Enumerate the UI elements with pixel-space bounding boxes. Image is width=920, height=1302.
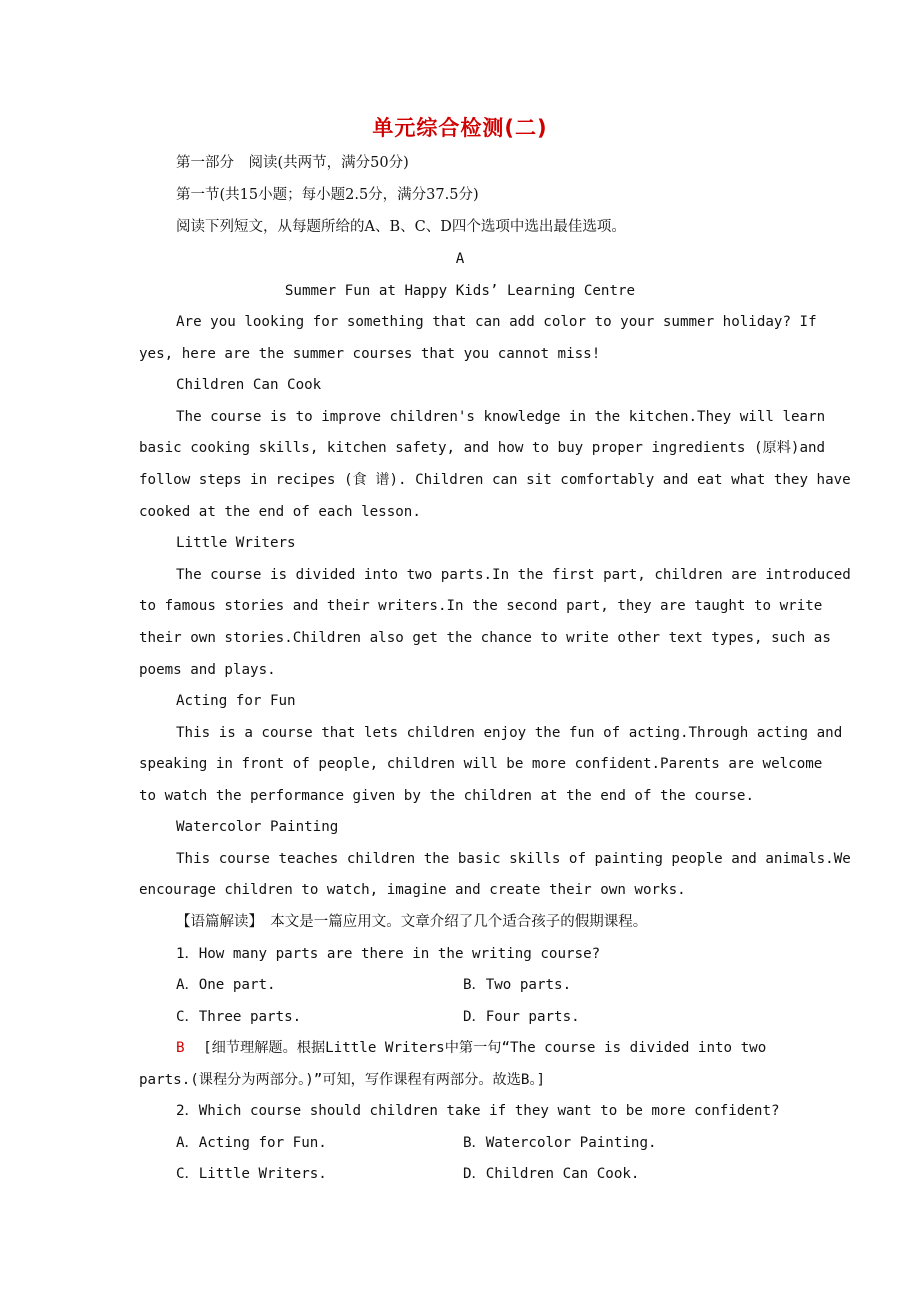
course-title: Watercolor Painting xyxy=(176,819,339,835)
question-stem: 1．How many parts are there in the writing course? xyxy=(176,946,601,962)
course-text-line: their own stories.Children also get the chance to write other text types, such as xyxy=(139,630,831,646)
course-text-line: speaking in front of people, children will be more confident.Parents are welcome xyxy=(139,756,823,772)
option-c: C．Three parts. xyxy=(176,1009,302,1025)
option-row xyxy=(176,975,736,995)
page-title: 单元综合检测(二) xyxy=(372,116,548,140)
explanation-line: parts.(课程分为两部分。)”可知，写作课程有两部分。故选B。] xyxy=(139,1072,546,1088)
option-d: D．Four parts. xyxy=(463,1009,580,1025)
option-row xyxy=(176,1164,736,1184)
option-d: D．Children Can Cook. xyxy=(463,1166,640,1182)
intro-line: yes, here are the summer courses that you cannot miss! xyxy=(139,346,601,362)
option-b: B．Watercolor Painting. xyxy=(463,1135,657,1151)
option-row xyxy=(176,1133,736,1153)
answer-key: B xyxy=(176,1040,185,1056)
course-text-line: The course is to improve children's knowledge in the kitchen.They will learn xyxy=(176,409,826,425)
course-text-line: This course teaches children the basic skills of painting people and animals.We xyxy=(176,851,851,867)
course-text-line: The course is divided into two parts.In the first part, children are introduced xyxy=(176,567,851,583)
passage-analysis: 【语篇解读】 本文是一篇应用文。文章介绍了几个适合孩子的假期课程。 xyxy=(176,914,648,930)
course-text-line: encourage children to watch, imagine and create their own works. xyxy=(139,882,686,898)
part-heading: 第一部分 阅读(共两节，满分50分) xyxy=(176,155,409,171)
option-a: A．Acting for Fun. xyxy=(176,1135,327,1151)
explanation-line: [细节理解题。根据Little Writers中第一句“The course is divided into two xyxy=(203,1040,767,1056)
course-title: Little Writers xyxy=(176,535,296,551)
option-row xyxy=(176,1007,736,1027)
passage-label: A xyxy=(455,251,465,267)
option-b: B．Two parts. xyxy=(463,977,572,993)
section-heading: 第一节(共15小题；每小题2.5分，满分37.5分) xyxy=(176,187,479,203)
course-text-line: cooked at the end of each lesson. xyxy=(139,504,421,520)
intro-line: Are you looking for something that can add color to your summer holiday? If xyxy=(176,314,817,330)
course-title: Children Can Cook xyxy=(176,377,322,393)
answer-explanation xyxy=(176,1038,766,1058)
question-stem: 2．Which course should children take if they want to be more confident? xyxy=(176,1103,780,1119)
course-text-line: follow steps in recipes (食 谱). Children can sit comfortably and eat what they have xyxy=(139,472,851,488)
course-text-line: to famous stories and their writers.In the second part, they are taught to write xyxy=(139,598,823,614)
option-a: A．One part. xyxy=(176,977,276,993)
course-title: Acting for Fun xyxy=(176,693,296,709)
instruction-text: 阅读下列短文，从每题所给的A、B、C、D四个选项中选出最佳选项。 xyxy=(176,219,626,235)
course-text-line: This is a course that lets children enjoy the fun of acting.Through acting and xyxy=(176,725,843,741)
course-text-line: basic cooking skills, kitchen safety, and how to buy proper ingredients (原料)and xyxy=(139,440,826,456)
course-text-line: to watch the performance given by the children at the end of the course. xyxy=(139,788,754,804)
course-text-line: poems and plays. xyxy=(139,662,276,678)
passage-heading: Summer Fun at Happy Kids’ Learning Centre xyxy=(284,283,636,299)
option-c: C．Little Writers. xyxy=(176,1166,327,1182)
